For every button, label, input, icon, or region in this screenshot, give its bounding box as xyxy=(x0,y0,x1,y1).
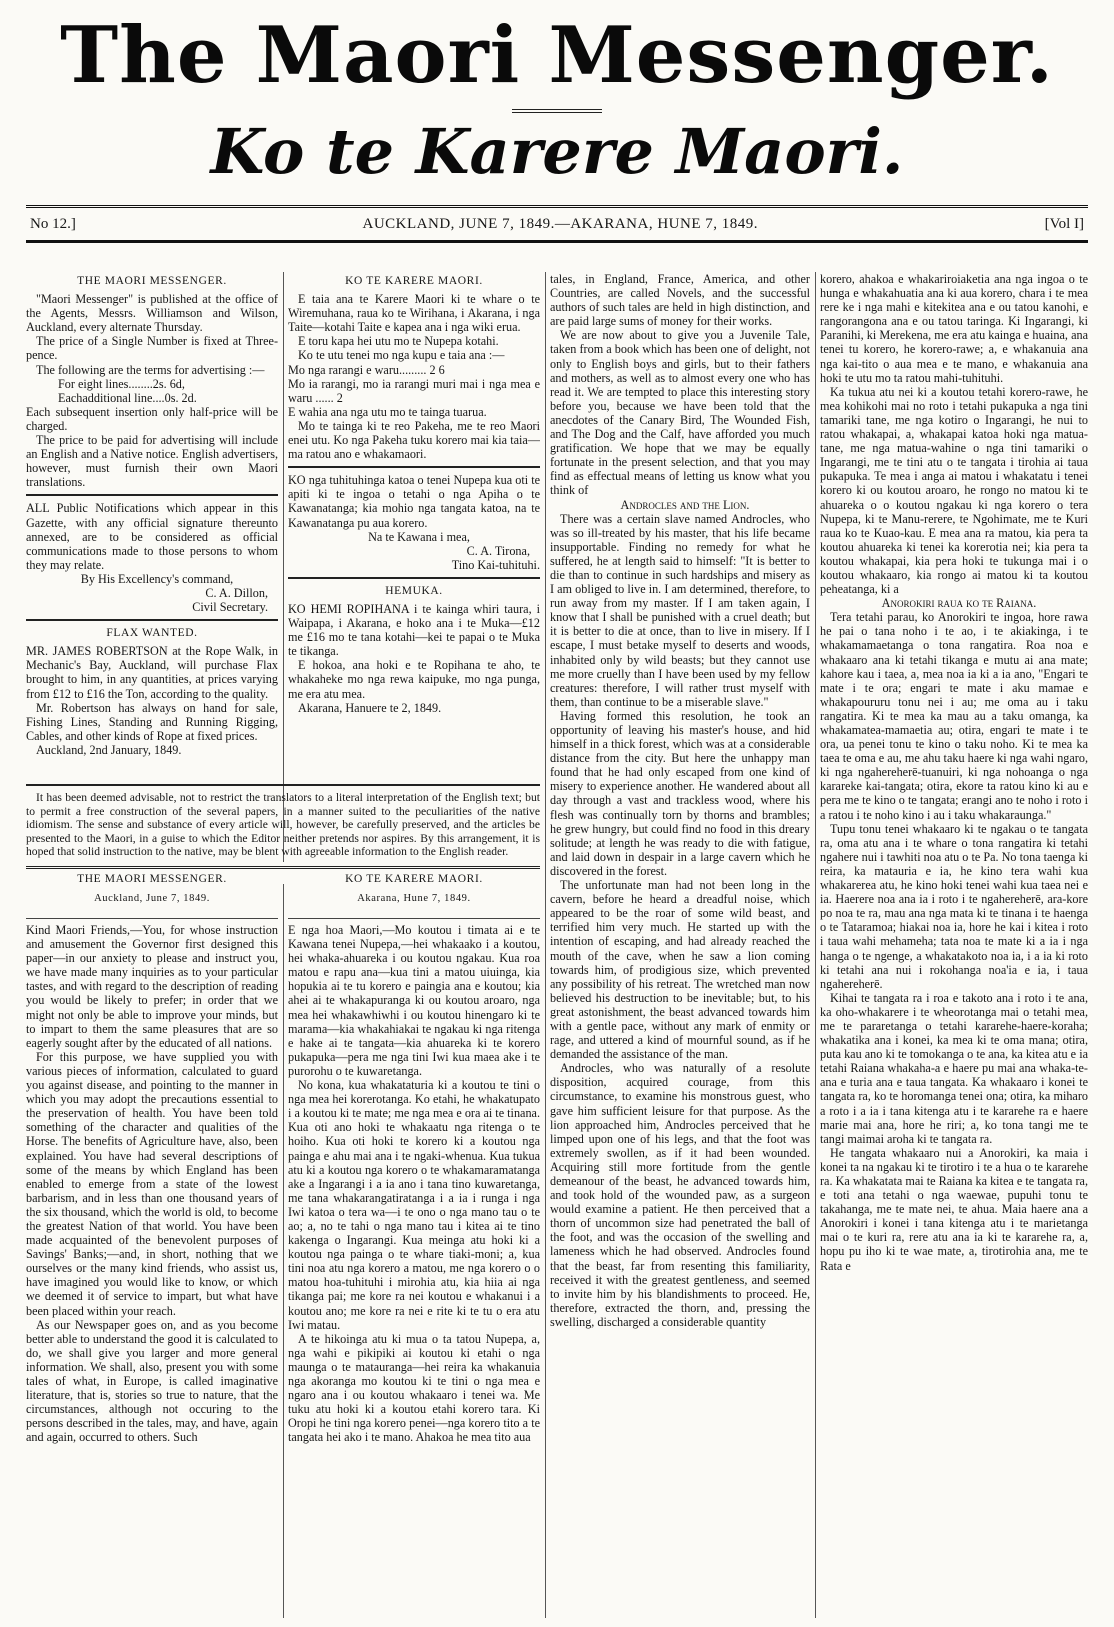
paragraph: The following are the terms for advertising :— xyxy=(36,362,265,377)
notice-signature: C. A. Tirona, xyxy=(466,543,530,558)
paragraph: Ko te utu tenei mo nga kupu e taia ana :— xyxy=(298,348,505,363)
rate-line: Mo nga rarangi e waru......... 2 6 xyxy=(288,362,445,377)
column-4 xyxy=(820,272,1088,1618)
section-header: KO TE KARERE MAORI. xyxy=(345,275,483,287)
section-header: KO TE KARERE MAORI. xyxy=(345,873,483,885)
volume-number: [Vol I] xyxy=(1044,215,1084,232)
paragraph: korero, ahakoa e whakariroiaketia ana nga ingoa o te hunga e whakahuatia ana ki aua korero, chara i te mea rere ke i nga mahi e kitekitea ana e ou tatou kanohi, e rangorangona ana e ou tatou taringa. Ki Ingarangi, ki Paranihi, ki Merekena, me era atu kainga e huaina, ana tenei tu korero, he korero-rawe; a, e whakanuia ana nga kai-tito o aua mea e te mano, e whakanuia ana hoki te utu mo ta ratou mahi-tuhituhi. xyxy=(820,272,1088,385)
section-rule xyxy=(26,619,278,621)
masthead-title: The Maori Messenger. xyxy=(60,10,1054,101)
column-divider xyxy=(283,272,284,862)
advert-date: Akarana, Hanuere te 2, 1849. xyxy=(298,700,442,715)
paragraph: Each subsequent insertion only half-price will be charged. xyxy=(26,404,278,433)
advert-date: Auckland, 2nd January, 1849. xyxy=(36,742,182,757)
english-editorial xyxy=(26,918,278,1618)
section-date: Auckland, June 7, 1849. xyxy=(94,893,210,904)
column-divider xyxy=(283,884,284,1618)
paragraph: The price to be paid for advertising will include an English and a Native notice. English advertisers, however, must furnish their own Maori translations. xyxy=(26,433,278,490)
masthead xyxy=(26,8,1088,103)
paragraph: There was a certain slave named Androcles, who was so ill-treated by his master, that his life became insupportable. Finding no remedy for what he suffered, he at length said to himself: "It is better to die than to continue in such hardships and misery as I am obliged to live in. I am determined, therefore, to run away from my master. If I am taken again, I know that I shall be punished with a cruel death; but it is better to die at once, than to live in misery. If I escape, I must betake myself to deserts and woods, inhabited only by wild beasts; but they cannot use me more cruelly than I have been used by my fellow creatures: therefore, I will rather trust myself with them, than continue to be a miserable slave." xyxy=(550,511,810,709)
paragraph: As our Newspaper goes on, and as you become better able to understand the good it is calculated to do, we shall give you larger and more general information. We shall, also, present you with some tales of what, in Europe, is called imaginative literature, that is, stories so true to nature, that the circumstances, although not occuring to the persons described in the tales, may, and have, again and again, occurred to others. Such xyxy=(26,1317,278,1445)
column-3 xyxy=(550,272,810,1618)
paragraph: Ka tukua atu nei ki a koutou tetahi korero-rawe, he mea kohikohi mai no roto i tetahi pukapuka a nga tini tamariki tane, me nga kotiro o Ingarangi, he nui to ratou whakapai, a, whakapai katoa hoki nga matua-tane, me nga matua-wahine o nga tini tamariki o Ingarangi, me te tini atu o te tangata i tirohia ai taua pukapuka. Te mea i anga ai matou i whakatatu i tenei korero ki ou koutou aroaro, he rongo no matou ki te ahuareka o o koutou ngakau ki nga korero o tera Nupepa, ki te Manu-rerere, te Ngohimate, me te Kuri raua ko te Kuao-kau. E mea ana ra matou, kia pera ta koutou ahuareka ki tenei ka korerotia nei; kia pera ta koutou whakapai, kia pera hoki te tukunga mai i o koutou whakaaro, kia rongo ai matou ki ta koutou peheatanga, ki a xyxy=(820,384,1088,597)
maori-editorial xyxy=(288,918,540,1618)
advert-header: HEMUKA. xyxy=(385,584,443,597)
column-1 xyxy=(26,272,278,772)
notice-command: Na te Kawana i mea, xyxy=(368,529,470,544)
advert-paragraph: MR. JAMES ROBERTSON at the Rope Walk, in Mechanic's Bay, Auckland, will purchase Flax brought to him, in any quantities, at prices varying from £12 to £16 the Ton, according to the quality. xyxy=(26,644,278,701)
newspaper-page xyxy=(26,8,1088,1618)
paragraph: E taia ana te Karere Maori ki te whare o te Wiremuhana, raua ko te Wirihana, i Akarana, i nga Taite—kotahi Taite e kapea ana i nga wiki erua. xyxy=(288,292,540,335)
section-rule xyxy=(26,494,278,496)
issue-date: AUCKLAND, JUNE 7, 1849.—AKARANA, HUNE 7, 1849. xyxy=(362,215,758,232)
section-date: Akarana, Hune 7, 1849. xyxy=(357,893,471,904)
section-rule xyxy=(288,577,540,579)
paragraph: The unfortunate man had not been long in the cavern, before he heard a dreadful noise, which appeared to be the roar of some wild beast, and terrified him very much. He started up with the intention of escaping, and had already reached the mouth of the cave, when he saw a lion coming towards him, of prodigious size, which prevented any possibility of his retreat. The wretched man now believed his destruction to be inevitable; but, to his great astonishment, the beast advanced towards him with a gentle pace, without any mark of enmity or rage, and uttered a kind of mournful sound, as if he demanded the assistance of the man. xyxy=(550,878,810,1062)
paragraph: He tangata whakaaro nui a Anorokiri, ka maia i konei ta na ngakau ki te tirotiro i te a hua o te kararehe ra. Ka whakatata mai te Raiana ka kitea e te tangata ra, e toti ana tetahi o nga waewae, pupuhi tonu te takahanga, me te mate nei, te ahua. Maia haere ana a Anorokiri i konei i tana kitenga atu i te marietanga mai o te kuri ra, rere atu ana ia ki te kararehe ra, a, hopu pu iho ki te wae mate, a, tirotirohia ana, me te Rata e xyxy=(820,1145,1088,1273)
advert-paragraph: E hokoa, ana hoki e te Ropihana te aho, te whakaheke mo nga rewa kaipuke, mo nga punga, me era atu mea. xyxy=(288,658,540,701)
issue-number: No 12.] xyxy=(30,215,76,232)
official-notice: KO nga tuhituhinga katoa o tenei Nupepa kua oti te apiti ki te ingoa o tetahi o nga Apiha o te Kawanatanga; kia mohio nga tangata katoa, na te Kawanatanga pu aua korero. xyxy=(288,473,540,530)
paragraph: A te hikoinga atu ki mua o ta tatou Nupepa, a, nga wahi e pikipiki ai koutou ki etahi o nga maunga o te matauranga—hei reira ka whakanuia nga akoranga mo koutou ki te tini o nga mea e ngaro ana i ou koutou whakaaro i tenei wa. Me tuku atu hoki ki a koutou etahi korero tara. Ki Oropi he tini nga korero penei—nga korero tito a te tangata hei ako i te mano. Ahakoa he mea tito aua xyxy=(288,1331,540,1445)
column-divider xyxy=(815,272,816,1618)
paragraph: Kind Maori Friends,—You, for whose instruction and amusement the Governor first designed this paper—in our anxiety to please and instruct you, we have made many inquiries as to your particular tastes, and with regard to the description of reading you would be likely to prefer; in order that we might not only be able to improve your minds, but to impart to them the same pleasures that are so eagerly sought after by the educated of all nations. xyxy=(26,923,278,1050)
paragraph: E toru kapa hei utu mo te Nupepa kotahi. xyxy=(298,334,499,349)
paragraph: E nga hoa Maori,—Mo koutou i timata ai e te Kawana tenei Nupepa,—hei whakaako i a koutou, hei whaka-ahuareka i ou koutou ngakau. Kua roa matou e rapu ana—kua tini a matou uiuinga, kia hopukia ai te tu korero e paingia ana e koutou; kia ahei ai te whakapuranga ki ou koutou aroaro, nga mea hei whakawhiwhi i ou koutou hinengaro ki te marama—kia whakahiakai te ngakau ki nga ritenga e hake ai te tangata—kia ahuareka ki te korero pukapuka—pera me nga tini Iwi kua maea ake i te purorohu o te kuwaretanga. xyxy=(288,923,540,1078)
notice-title: Tino Kai-tuhituhi. xyxy=(451,557,540,572)
paragraph: E wahia ana nga utu mo te tainga tuarua. xyxy=(288,404,487,419)
translation-notice xyxy=(26,784,540,859)
rate-line: For eight lines........2s. 6d, xyxy=(58,376,185,391)
rate-line: Eachadditional line....0s. 2d. xyxy=(58,390,197,405)
official-notice: ALL Public Notifications which appear in this Gazette, with any official signature thereunto annexed, are to be considered as official communications made to those persons to whom they may relate. xyxy=(26,501,278,572)
paragraph: No kona, kua whakataturia ki a koutou te tini o nga mea hei korerotanga. Ko etahi, he whakatupato i a koutou ki te mate; me nga mea e ora ai te tinana. Kua oti ano hoki te whakaatu nga ritenga o te hoiho. Kua oti hoki te korero ki a koutou nga painga e ahu mai ana i te ngaki-whenua. Kua tukua atu ki a koutou nga korero o te whakamaramatanga ake a Ingarangi i a ia ano i tana tino kuwaretanga, me tana whakarangatiratanga i a ia i runga i nga Iwi katoa o tera wa—i te ono o nga mano tau o te ao; a, no te tahi o nga mano tau i kitea ai te tino kakenga o Ingarangi. Kua meinga atu hoki ki a koutou nga painga o te whare tiaki-moni; a, kua tini noa atu nga korero a matou, me nga korero o o matou hoa-tuhituhi i mirohia atu, kia hiia ai nga tikanga pai; me kore ra nei koutou e whakanui i a koutou ano; me kore ra nei e rite ki te tu o era atu Iwi matau. xyxy=(288,1078,540,1332)
masthead-subtitle: Ko te Karere Maori. xyxy=(210,115,904,188)
advert-paragraph: Mr. Robertson has always on hand for sale, Fishing Lines, Standing and Running Rigging, Cables, and other kinds of Rope at fixed prices. xyxy=(26,700,278,743)
paragraph: Kihai te tangata ra i roa e takoto ana i roto i te ana, ka oho-whakarere i te wheorotanga mai o tetahi mea, me te pararetanga o tetahi kararehe-haere-koraha; whakatika ana i konei, ka mea ki te oma mana; otira, puta kau ano ki te tomokanga o te ana, ka kitea atu e ia tetahi Raiana whakaha-a e haere pu mai ana whaka-te-ana e turia ana e taua tangata. Ka whakaaro i konei te tangata ra, ko te horomanga tenei ona; otira, ka miharo a roto i a ia i tana kitenga atu i te kararehe ra e haere marie mai ana, hore he riri; a, ko tona tangi me te tangi maimai aroha ki te tangata ra. xyxy=(820,990,1088,1146)
paragraph: Having formed this resolution, he took an opportunity of leaving his master's house, and hid himself in a thick forest, which was at a considerable distance from the city. But here the unhappy man found that he had only escaped from one kind of misery to experience another. He wandered about all day through a vast and trackless wood, where his flesh was continually torn by thorns and brambles; he grew hungry, but could find no food in this dreary solitude; at length he was ready to die with fatigue, and laid down in despair in a large cavern which he discovered in the forest. xyxy=(550,708,810,878)
story-title: Anorokiri raua ko te Raiana. xyxy=(881,596,1037,611)
paragraph: The price of a Single Number is fixed at Three-pence. xyxy=(26,334,278,363)
paragraph: Tera tetahi parau, ko Anorokiri te ingoa, hore rawa he pai o tana noho i te ao, i te akiakinga, i te whakamamaetanga o tona rangatira. Roa noa e whakaaro ana ki tetahi tikanga e mutu ai ana mate; kahore kau i taea, a, mea noa ia ki a ia ano, "Engari te mate i te ora; engari te mate i aku mamae e whakapoururu tonu nei i au; me oma au i taku rangatira. Ki te mea ka mau au a taku omanga, ka whakamatea-mamaetia au; otira, engari te mate i te ora, ua penei tonu te kino o taku noho. Ki te mea ka taea te oma e au, me ahu taku haere ki nga wahi ngaro, ki nga ngahereherē-tuanuiri, ki nga nohoanga o nga karareke kai-tangata; otira, ekore ta ratou kino ki au e pera me te kino o te tangata; erangi ano te noho i roto i a ratou i te noho kino i au i taku whakaraunga." xyxy=(820,610,1088,822)
columns-area xyxy=(26,272,1088,1618)
column-2 xyxy=(288,272,540,772)
rate-line: Mo ia rarangi, mo ia rarangi muri mai i nga mea e waru ...... 2 xyxy=(288,376,540,405)
notice-command: By His Excellency's command, xyxy=(80,571,234,586)
notice-title: Civil Secretary. xyxy=(192,600,268,615)
column-divider xyxy=(545,272,546,1618)
paragraph: tales, in England, France, America, and other Countries, are called Novels, and the successful authors of such tales are held in high distinction, and are paid large sums of money for their works. xyxy=(550,272,810,329)
paragraph: Mo te tainga ki te reo Pakeha, me te reo Maori enei utu. Ko nga Pakeha tuku korero mai kia taia—ma ratou ano e whakamaori. xyxy=(288,418,540,462)
story-title: Androcles and the Lion. xyxy=(620,497,750,512)
section-header: THE MAORI MESSENGER. xyxy=(77,275,227,287)
paragraph: Androcles, who was naturally of a resolute disposition, acquired courage, from this circumstance, to examine his monstrous guest, who gave him sufficient leisure for that purpose. As the lion approached him, Androcles perceived that he limped upon one of his legs, and that the foot was extremely swollen, as if it had been wounded. Acquiring still more fortitude from the gentle demeanour of the beast, he advanced towards him, and took hold of the wounded paw, as a surgeon would examine a patient. He then perceived that a thorn of uncommon size had penetrated the ball of the foot, and was the occasion of the swelling and lameness which he had observed. Androcles found that the beast, far from resenting this familiarity, received it with the greatest gentleness, and seemed to invite him by his blandishments to proceed. He, therefore, extracted the thorn, and, pressing the swelling, discharged a considerable quantity xyxy=(550,1061,810,1329)
lower-headers xyxy=(26,866,540,906)
notice-text: It has been deemed advisable, not to restrict the translators to a literal interpretation of the English text; but to permit a free construction of the several papers, in a manner suited to the peculiarities of the native idiomism. The sense and substance of every article will, however, be carefully preserved, and the articles be presented to the Maori, in a guise to which the Editor neither pretends nor aspires. By this arrangement, it is hoped that solid instruction to the native, may be blent with agreeable information to the English reader. xyxy=(26,791,540,859)
paragraph: For this purpose, we have supplied you with various pieces of information, calculated to guard you against disease, and pointing to the manner in which you may adopt the precautions essential to the preservation of health. You have been told something of the character and qualities of the Horse. The benefits of Agriculture have, also, been explained. You have had several descriptions of some of the means by which England has been enabled to emerge from a state of the lowest barbarism, and in less than one thousand years of the six thousand, which the world is old, to become the greatest Nation of that world. You have been made acquainted of the benevolent purposes of Savings' Banks;—and, in short, nothing that we ourselves or the many kind friends, who assist us, have imagined you would like to know, or which we deemed it of service to impart, but what have been placed within your reach. xyxy=(26,1049,278,1318)
paragraph: "Maori Messenger" is published at the office of the Agents, Messrs. Williamson and Wilson, Auckland, every alternate Thursday. xyxy=(26,292,278,335)
advert-paragraph: KO HEMI ROPIHANA i te kainga whiri taura, i Waipapa, i Akarana, e hoko ana i te Muka—£12 me £16 mo te tana kotahi—kei te papai o te Muka te tikanga. xyxy=(288,601,540,659)
dateline-bar xyxy=(26,205,1088,243)
notice-signature: C. A. Dillon, xyxy=(205,585,268,600)
advert-header: FLAX WANTED. xyxy=(106,627,198,640)
section-header: THE MAORI MESSENGER. xyxy=(77,873,227,885)
section-rule xyxy=(288,466,540,468)
paragraph: Tupu tonu tenei whakaaro ki te ngakau o te tangata ra, oma atu ana i te whare o tona rangatira ki tetahi ngahere nui i tawhiti noa atu o te Pa. No tona taenga ki reira, ka matauria e ia, he kino tera wahi kua whakarerea atu, he kino hoki tenei wahi kua taea nei e ia. Haerere noa ana ia i roto i te ngahereherē, ara-kore po noa te ra, mau ana nga mata ki te tinana i te haenga o te Tataramoa; hiakai noa ia, hore he kai i kitea i roto i taua wahi mehameha; tata noa te mate ki a ia i nga hanga o te ngenge, a whakatakoto noa ia, i a ia ki roto ki tetahi ana nui i rokohanga noa'ia e ia, i taua ngahereherē. xyxy=(820,821,1088,991)
masthead-ornament xyxy=(512,109,602,113)
paragraph: We are now about to give you a Juvenile Tale, taken from a book which has been one of delight, not only to English boys and girls, but to their fathers and mothers, as well as to almost every one who has read it. We are tempted to place this interesting story before you, because we have been told that the anecdotes of the Canary Bird, The Wounded Fish, and The Dog and the Calf, have afforded you much gratification. We hope that we may be equally fortunate in the present selection, and that you may find as effectual means of letting us know what you think of xyxy=(550,328,810,498)
